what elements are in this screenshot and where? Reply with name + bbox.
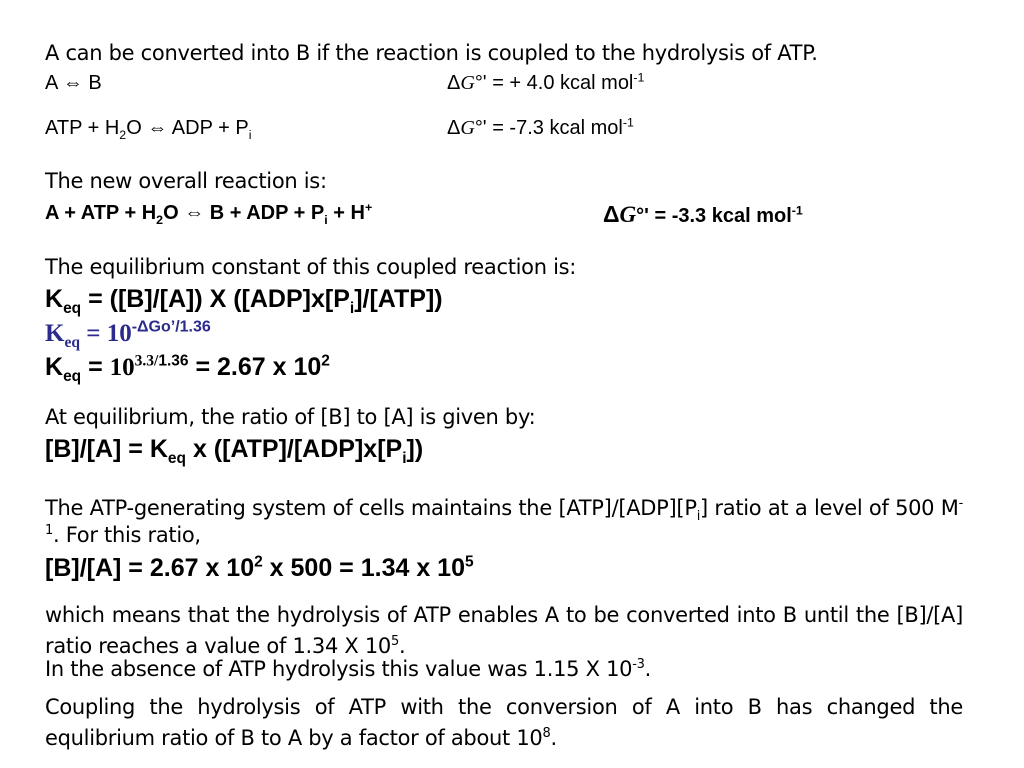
ratio-p2: x ([ATP]/[ADP]x[P (186, 435, 403, 463)
eq1-value: = + 4.0 kcal mol (486, 72, 634, 94)
keq2-sup: -ΔGo’/1.36 (131, 318, 211, 336)
eq2-value: = -7.3 kcal mol (486, 117, 623, 139)
overall-sup: + (364, 200, 373, 215)
overall-p3: B + ADP + P (204, 202, 325, 224)
keq3-base: 10 (109, 354, 135, 381)
keq-heading: The equilibrium constant of this coupled reaction is: (45, 255, 577, 279)
overall-exp: -1 (791, 203, 803, 218)
conclusion3-p2: . (550, 726, 557, 750)
g-symbol: G (619, 202, 637, 227)
conclusion3-p1: Coupling the hydrolysis of ATP with the conversion of A into B has changed the equlibrium ratio of B to A by a factor of about 10 (45, 695, 963, 750)
overall-p2: O (163, 202, 185, 224)
conclusion3-sup: 8 (542, 726, 551, 741)
eq2-lhs-a: ATP + H (45, 117, 120, 139)
reaction-a-to-b (45, 70, 985, 94)
keq3-sup-a: 3.3/ (134, 352, 159, 370)
keq3-k: K (45, 353, 64, 381)
keq-formula-3 (45, 352, 330, 385)
eq2-rhs: ADP + P (167, 117, 249, 139)
keq3-p2: = 2.67 x 10 (188, 353, 322, 381)
keq-formula-2 (45, 318, 211, 351)
keq3-exp: 2 (321, 352, 330, 370)
overall-reaction (45, 200, 985, 227)
overall-s1: 2 (156, 213, 164, 227)
system-p2: ] ratio at a level of 500 M (700, 496, 959, 520)
equilibrium-arrow-icon: ⇔ (147, 117, 168, 139)
overall-value: = -3.3 kcal mol (648, 205, 792, 227)
result-formula (45, 553, 474, 582)
conclusion1-sup: 5 (390, 634, 399, 649)
ratio-formula (45, 435, 424, 467)
delta-symbol: Δ (447, 72, 461, 94)
keq3-p1: = (81, 353, 110, 381)
delta-symbol: Δ (603, 201, 620, 227)
atp-system-paragraph (45, 495, 963, 549)
keq3-sup (135, 353, 189, 370)
eq1-lhs: A (45, 72, 58, 94)
keq1-k: K (45, 285, 64, 313)
system-sup: -1 (45, 496, 963, 538)
conclusion2-p2: . (644, 657, 651, 681)
keq2-sub: eq (64, 334, 80, 351)
equilibrium-arrow-icon: ⇔ (62, 72, 83, 94)
overall-delta-g (603, 203, 803, 226)
overall-heading: The new overall reaction is: (45, 169, 327, 193)
result-sup2: 5 (465, 553, 474, 571)
eq1-delta-g (447, 70, 645, 94)
conclusion2-sup: -3 (632, 657, 645, 672)
system-p3: . For this ratio, (52, 523, 201, 547)
result-p1: [B]/[A] = 2.67 x 10 (45, 554, 255, 582)
g-symbol: G (460, 72, 475, 94)
result-p2: x 500 = 1.34 x 10 (262, 554, 465, 582)
keq3-sub: eq (63, 368, 82, 385)
equilibrium-arrow-icon: ⇔ (184, 202, 205, 224)
keq2-p1: = 10 (79, 320, 132, 347)
keq1-sub: eq (63, 300, 82, 317)
result-sup1: 2 (254, 553, 263, 571)
eq2-sub-b: i (248, 128, 252, 142)
ratio-s2: i (402, 450, 407, 467)
overall-s2: i (324, 213, 328, 227)
eq1-rhs: B (88, 72, 102, 94)
eq1-exp: -1 (633, 70, 645, 85)
keq3-sup-b: 1.36 (158, 352, 189, 370)
conclusion2-p1: In the absence of ATP hydrolysis this value was 1.15 X 10 (45, 657, 633, 681)
conclusion-paragraph-2 (45, 659, 651, 680)
eq2-sub-a: 2 (119, 128, 127, 142)
ratio-heading: At equilibrium, the ratio of [B] to [A] is given by: (45, 405, 536, 429)
reaction-atp-hydrolysis (45, 115, 985, 142)
degree-prime: °' (474, 72, 487, 94)
g-symbol: G (460, 117, 475, 139)
ratio-p3: ]) (406, 435, 424, 463)
conclusion-paragraph-1 (45, 600, 963, 662)
keq1-p2: ]/[ATP]) (354, 285, 443, 313)
system-s1: i (696, 509, 701, 525)
conclusion-paragraph-3 (45, 692, 963, 754)
degree-prime: °' (474, 117, 487, 139)
keq1-p1: = ([B]/[A]) X ([ADP]x[P (81, 285, 350, 313)
system-p1: The ATP-generating system of cells maintains the [ATP]/[ADP][P (45, 496, 697, 520)
overall-p1: A + ATP + H (45, 202, 157, 224)
keq1-s2: i (349, 300, 355, 317)
keq-formula-1 (45, 285, 443, 317)
eq2-lhs-b: O (126, 117, 148, 139)
degree-prime: °' (636, 205, 649, 227)
eq2-exp: -1 (622, 115, 634, 130)
overall-p4: + H (327, 202, 365, 224)
eq2-delta-g (447, 115, 634, 139)
conclusion1-p2: . (398, 634, 406, 658)
ratio-s1: eq (167, 450, 186, 467)
conclusion1-p1: which means that the hydrolysis of ATP enables A to be converted into B until the [B]/[A] ratio reaches a value of 1.34 X 10 (45, 603, 963, 658)
ratio-p1: [B]/[A] = K (45, 435, 168, 463)
delta-symbol: Δ (447, 117, 461, 139)
keq2-k: K (45, 320, 65, 347)
intro-text: A can be converted into B if the reaction is coupled to the hydrolysis of ATP. (45, 41, 818, 65)
